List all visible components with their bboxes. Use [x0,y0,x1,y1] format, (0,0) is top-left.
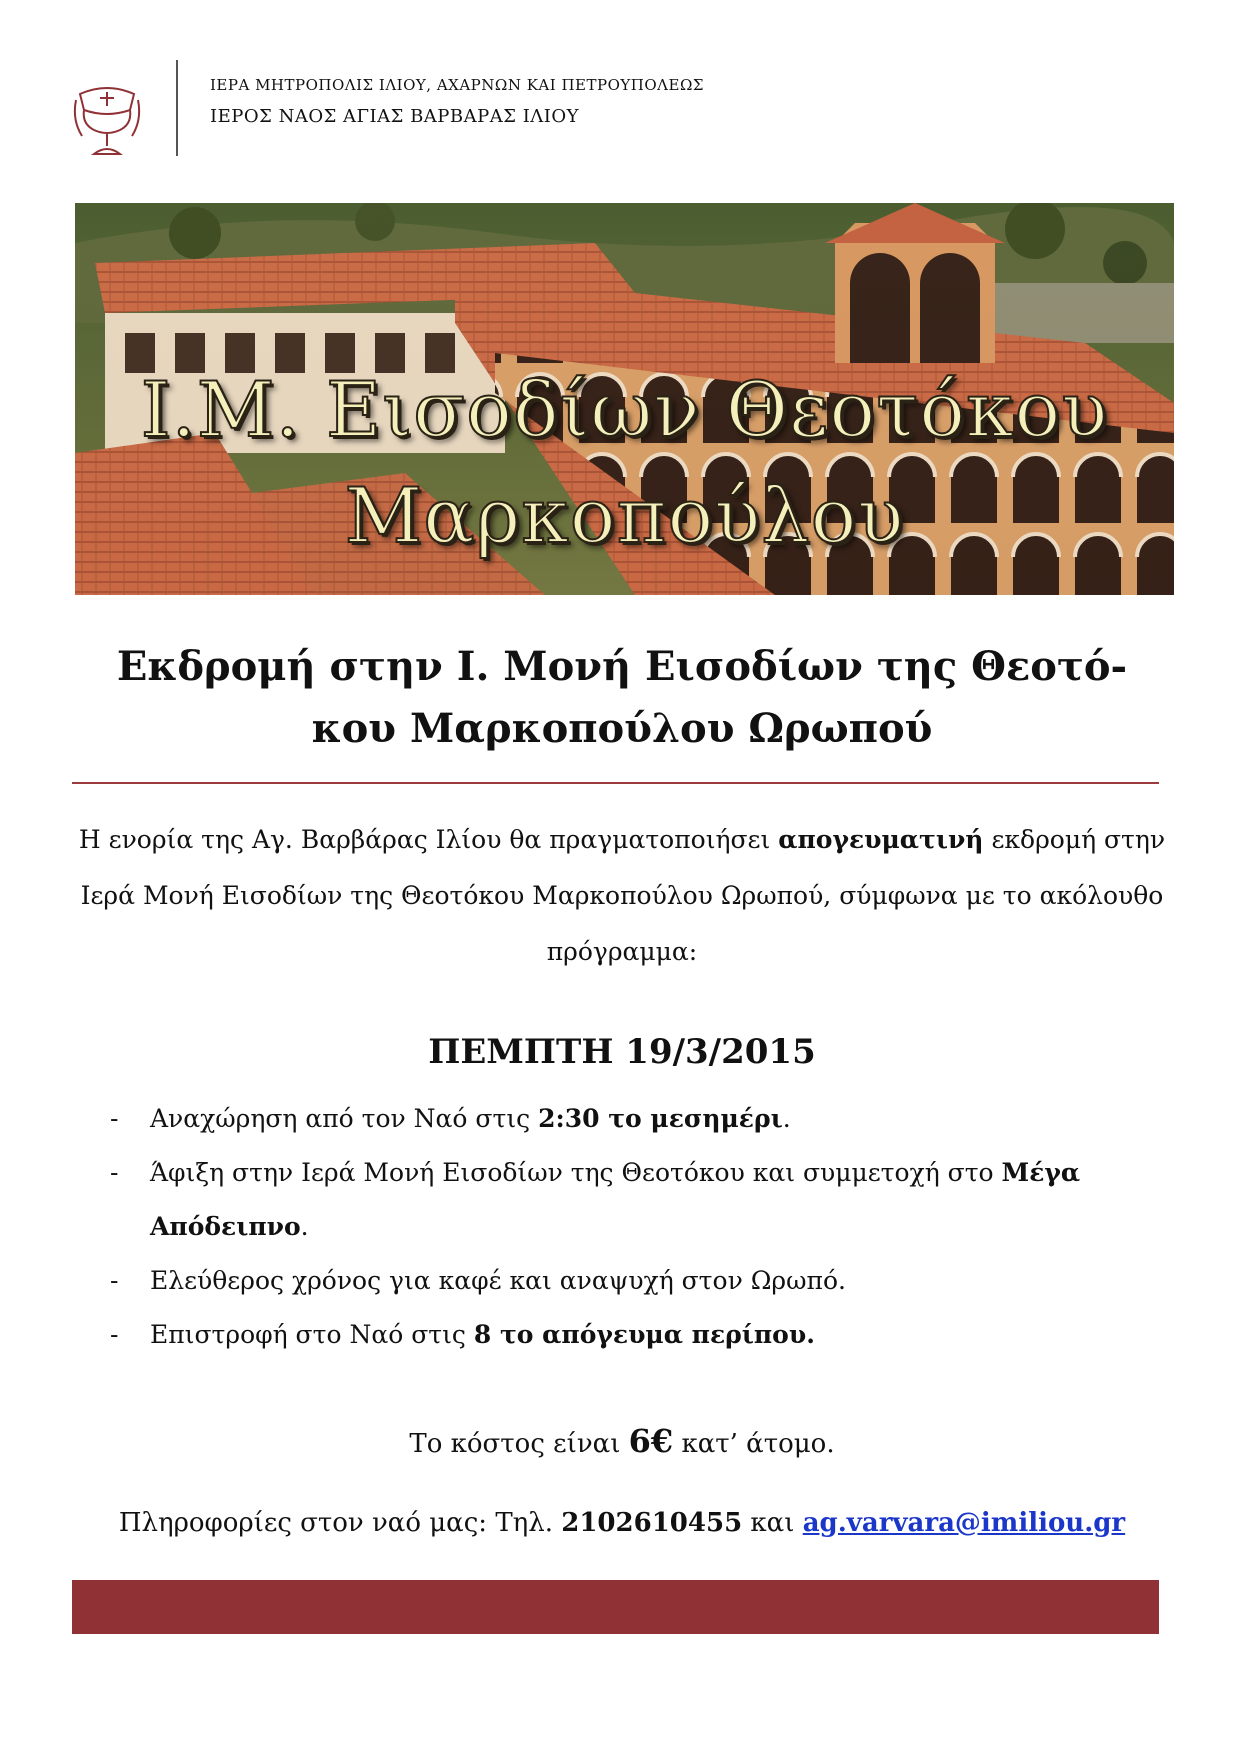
cost-line [72,1422,1172,1460]
list-item [110,1092,1160,1146]
cost-amount: 6€ [628,1422,674,1460]
intro-text-start: Η ενορία της Αγ. Βαρβάρας Ιλίου θα πραγματοποιήσει [78,825,779,854]
list-item [110,1254,1160,1308]
page-title-line2: κου Μαρκοπούλου Ωρωπού [311,705,933,752]
banner-title-line2: Μαρκοπούλου [344,471,905,560]
church-name: ΙΕΡΟΣ ΝΑΟΣ ΑΓΙΑΣ ΒΑΡΒΑΡΑΣ ΙΛΙΟΥ [210,106,580,127]
chalice-logo-icon [72,80,142,160]
page-title [72,636,1172,760]
list-item [110,1308,1160,1362]
list-item [110,1146,1160,1254]
cost-text: Το κόστος είναι [409,1429,629,1459]
list-item-bold: 8 το απόγευμα περίπου. [473,1320,815,1349]
list-item-bold: 2:30 το μεσημέρι [538,1104,783,1133]
header-divider [176,60,178,156]
email-link[interactable]: ag.varvara@imiliou.gr [802,1508,1126,1538]
list-item-text: Επιστροφή στο Ναό στις [150,1320,474,1349]
footer-bar [72,1580,1159,1634]
list-dash: - [110,1266,119,1295]
program-list [110,1092,1160,1362]
list-item-text: Αναχώρηση από τον Ναό στις [150,1104,539,1133]
monastery-banner [75,203,1174,595]
cost-suffix: κατ’ άτομο. [673,1429,835,1459]
banner-title-line1: Ι.Μ. Εισοδίων Θεοτόκου [140,365,1109,454]
intro-bold: απογευματινή [778,825,984,854]
letterhead [72,58,972,158]
list-dash: - [110,1158,119,1187]
list-item-text: Άφιξη στην Ιερά Μονή Εισοδίων της Θεοτόκου και συμμετοχή στο [150,1158,1002,1187]
list-item-bold: Μέγα Απόδειπνο [150,1158,1081,1241]
list-item-punct: . [300,1212,309,1241]
contact-and: και [742,1508,803,1538]
page-title-line1: Εκδρομή στην Ι. Μονή Εισοδίων της Θεοτό- [116,643,1128,690]
list-dash: - [110,1104,119,1133]
phone-number: 2102610455 [561,1508,743,1538]
metropolis-name: ΙΕΡΑ ΜΗΤΡΟΠΟΛΙΣ ΙΛΙΟΥ, ΑΧΑΡΝΩΝ ΚΑΙ ΠΕΤΡΟΥΠΟΛΕΩΣ [210,76,704,94]
contact-line [72,1508,1172,1538]
intro-paragraph [72,812,1172,980]
list-item-punct: . [782,1104,791,1133]
trip-date: ΠΕΜΠΤΗ 19/3/2015 [428,1032,816,1072]
intro-text-end: εκδρομή στην Ιερά Μονή Εισοδίων της Θεοτόκου Μαρκοπούλου Ωρωπού, σύμφωνα με το ακόλουθο πρόγραμμα: [80,825,1166,966]
title-divider [72,782,1159,784]
list-dash: - [110,1320,119,1349]
list-item-text: Ελεύθερος χρόνος για καφέ και αναψυχή στον Ωρωπό. [150,1266,846,1295]
contact-text: Πληροφορίες στον ναό μας: Τηλ. [118,1508,562,1538]
